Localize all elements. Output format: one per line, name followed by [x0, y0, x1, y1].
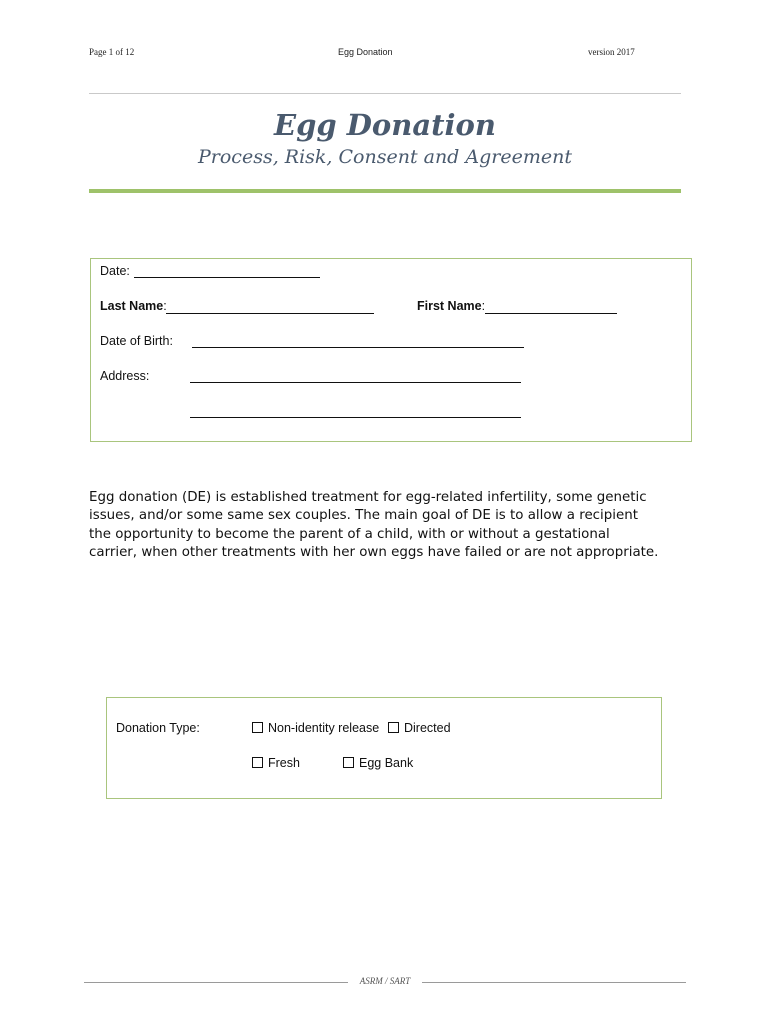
document-title: Egg Donation: [274, 108, 496, 142]
date-label: Date:: [100, 264, 130, 278]
dob-label: Date of Birth:: [100, 334, 173, 348]
option-egg-bank[interactable]: Egg Bank: [343, 756, 413, 770]
intro-line: the opportunity to become the parent of a child, with or without a gestational: [89, 526, 610, 542]
checkbox-icon[interactable]: [388, 722, 399, 733]
header-divider: [89, 93, 681, 94]
donation-type-box: [106, 697, 662, 799]
option-fresh[interactable]: Fresh: [252, 756, 300, 770]
date-field[interactable]: [134, 277, 320, 278]
checkbox-icon[interactable]: [252, 757, 263, 768]
title-divider: [89, 189, 681, 193]
address-field-line-2[interactable]: [190, 417, 521, 418]
first-name-label: First Name:: [417, 299, 486, 313]
last-name-field[interactable]: [166, 313, 374, 314]
donation-type-label: Donation Type:: [116, 721, 200, 735]
intro-paragraph: [89, 489, 689, 563]
option-non-identity-release[interactable]: Non-identity release: [252, 721, 379, 735]
version-label: version 2017: [588, 47, 635, 57]
dob-field[interactable]: [192, 347, 524, 348]
intro-line: Egg donation (DE) is established treatment for egg-related infertility, some genetic: [89, 490, 647, 505]
personal-info-box: [90, 258, 692, 442]
checkbox-icon[interactable]: [252, 722, 263, 733]
checkbox-icon[interactable]: [343, 757, 354, 768]
last-name-label: Last Name:: [100, 299, 167, 313]
address-field-line-1[interactable]: [190, 382, 521, 383]
page-number: Page 1 of 12: [89, 47, 135, 57]
address-label: Address:: [100, 369, 150, 383]
intro-line: carrier, when other treatments with her own eggs have failed or are not appropriate.: [89, 545, 659, 561]
footer-text: ASRM / SART: [359, 976, 411, 986]
first-name-field[interactable]: [485, 313, 617, 314]
intro-line: issues, and/or some same sex couples. The main goal of DE is to allow a recipient: [89, 508, 638, 524]
header-title: Egg Donation: [338, 47, 393, 57]
document-subtitle: Process, Risk, Consent and Agreement: [198, 146, 572, 168]
option-directed[interactable]: Directed: [388, 721, 451, 735]
footer-rule-right: [422, 982, 686, 983]
